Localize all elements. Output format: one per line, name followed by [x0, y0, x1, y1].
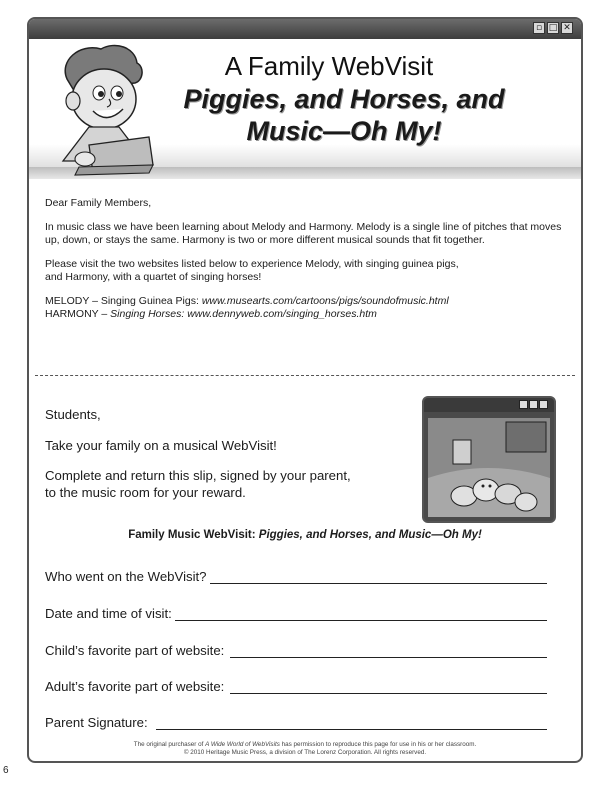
students-line-1: Take your family on a musical WebVisit! [45, 437, 277, 453]
worksheet-window [27, 17, 583, 763]
students-instructions [45, 407, 365, 515]
child-favorite-field[interactable] [45, 643, 547, 658]
parent-signature-label: Parent Signature: [45, 715, 148, 730]
title-line-1: Piggies, and Horses, and [183, 84, 505, 114]
who-went-field[interactable] [45, 569, 547, 584]
melody-website [45, 295, 565, 309]
parent-signature-field[interactable] [45, 715, 547, 730]
window-titlebar [29, 19, 581, 39]
letter-paragraph-2 [45, 258, 565, 285]
slip-title-prefix: Family Music WebVisit: [128, 529, 259, 541]
parent-signature-line[interactable] [156, 717, 547, 730]
letter-greeting: Dear Family Members, [45, 197, 152, 209]
thumbnail-window-controls [519, 400, 548, 409]
child-favorite-line[interactable] [230, 645, 547, 658]
thumbnail-titlebar [424, 398, 554, 412]
date-time-field[interactable] [45, 606, 547, 621]
footer-line-1 [29, 741, 581, 749]
footer-book-title: A Wide World of WebVisits [205, 741, 280, 748]
students-heading: Students, [45, 407, 101, 422]
page-subtitle: A Family WebVisit [224, 51, 434, 81]
letter-paragraph-2-line-1: Please visit the two websites listed below to experience Melody, with singing guinea pigs, [45, 257, 459, 270]
who-went-label: Who went on the WebVisit? [45, 569, 207, 584]
page-number: 6 [3, 765, 9, 776]
boy-at-computer-illustration [49, 41, 159, 176]
students-line-2: Complete and return this slip, signed by your parent, to the music room for your reward. [45, 468, 351, 500]
thumbnail-close-icon [539, 400, 548, 409]
child-favorite-label: Child’s favorite part of website: [45, 643, 225, 658]
thumbnail-minimize-icon [519, 400, 528, 409]
harmony-website [45, 308, 565, 322]
melody-url: www.musearts.com/cartoons/pigs/soundofmusic.html [201, 294, 449, 307]
melody-label: MELODY – Singing Guinea Pigs: [45, 294, 202, 307]
who-went-line[interactable] [210, 571, 547, 584]
date-time-line[interactable] [175, 608, 547, 621]
title-line-2: Music—Oh My! [246, 116, 442, 146]
window-controls [533, 22, 573, 34]
thumbnail-maximize-icon [529, 400, 538, 409]
close-icon: ✕ [561, 22, 573, 34]
footer-line-2: © 2010 Heritage Music Press, a division of The Lorenz Corporation. All rights reserved. [183, 749, 427, 756]
footer-text-a: The original purchaser of [133, 741, 206, 748]
copyright-footer [29, 741, 581, 757]
letter-paragraph-2-line-2: and Harmony, with a quartet of singing horses! [45, 271, 262, 283]
harmony-url: Singing Horses: www.dennyweb.com/singing_horses.htm [110, 308, 377, 320]
adult-favorite-field[interactable] [45, 679, 547, 694]
page-title [144, 83, 544, 147]
date-time-label: Date and time of visit: [45, 606, 172, 621]
minimize-icon: ▫ [533, 22, 545, 34]
footer-text-c: has permission to reproduce this page for use in his or her classroom. [279, 741, 477, 748]
adult-favorite-line[interactable] [230, 681, 547, 694]
adult-favorite-label: Adult’s favorite part of website: [45, 679, 225, 694]
guinea-pig-website-thumbnail [422, 396, 556, 523]
harmony-label: HARMONY – [45, 308, 111, 320]
slip-title-italic: Piggies, and Horses, and Music—Oh My! [258, 529, 482, 541]
maximize-icon: □ [548, 23, 558, 33]
letter-paragraph-1: In music class we have been learning about Melody and Harmony. Melody is a single line of pitches that moves up, down, or stays the same. Harmony is two or more different musical sounds that fit together. [45, 220, 562, 246]
slip-title [29, 529, 581, 541]
singing-guinea-pigs-scene [428, 418, 550, 517]
family-letter [45, 197, 565, 322]
cut-line-divider [35, 375, 575, 376]
